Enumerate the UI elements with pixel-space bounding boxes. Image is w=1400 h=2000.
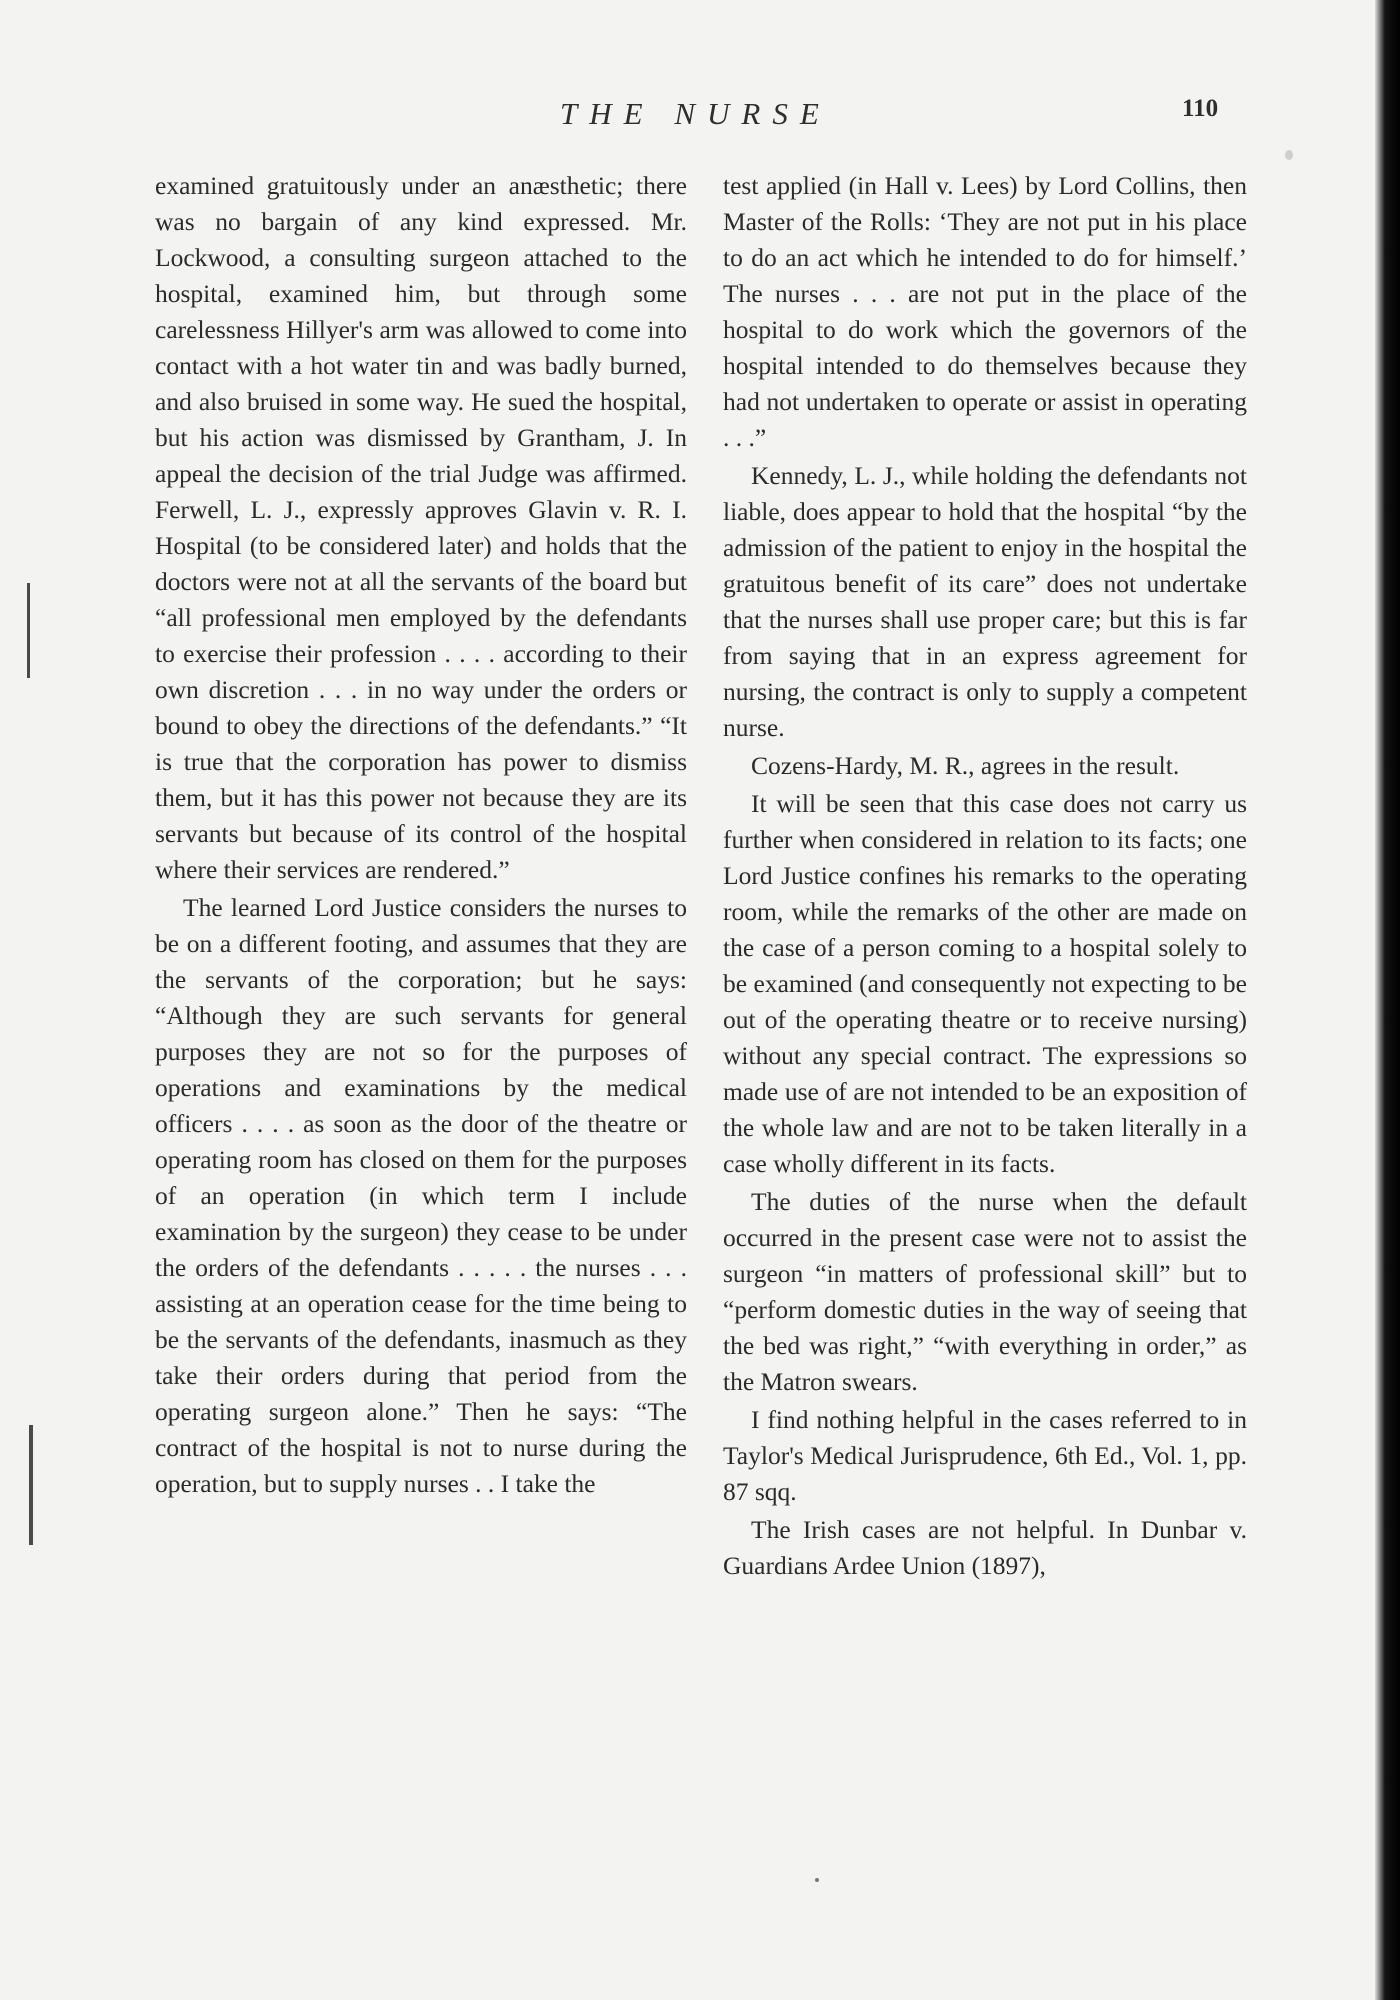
running-title: THE NURSE [560, 96, 831, 131]
page-edge-shadow [1375, 0, 1400, 2000]
paragraph: test applied (in Hall v. Lees) by Lord Collins, then Master of the Rolls: ‘They are not put in his place to do an act which he intended to do for himself.’ The nurses . . . are not put in the place of the hospital to do work which the governors of the hospital intended to do themselves because they had not undertaken to operate or assist in operating . . .” [723, 171, 1247, 452]
margin-mark [27, 583, 30, 678]
right-column [723, 168, 1247, 1586]
left-column [155, 168, 687, 1504]
paragraph: The Irish cases are not helpful. In Dunbar v. Guardians Ardee Union (1897), [723, 1515, 1247, 1580]
page-number: 110 [1182, 95, 1219, 122]
paragraph: The learned Lord Justice considers the nurses to be on a different footing, and assumes that they are the servants of the corporation; but he says: “Although they are such servants for general purposes they are not so for the purposes of operations and examinations by the medical officers . . . . as soon as the door of the theatre or operating room has closed on them for the purposes of an operation (in which term I include examination by the surgeon) they cease to be under the orders of the defendants . . . . . the nurses . . . assisting at an operation cease for the time being to be the servants of the defendants, inasmuch as they take their orders during that period from the operating surgeon alone.” Then he says: “The contract of the hospital is not to nurse during the operation, but to supply nurses . . I take the [155, 893, 687, 1498]
paragraph: examined gratuitously under an anæsthetic; there was no bargain of any kind expressed. Mr. Lockwood, a consulting surgeon attached to the hospital, examined him, but through some carelessness Hillyer's arm was allowed to come into contact with a hot water tin and was badly burned, and also bruised in some way. He sued the hospital, but his action was dismissed by Grantham, J. In appeal the decision of the trial Judge was affirmed. Ferwell, L. J., expressly approves Glavin v. R. I. Hospital (to be considered later) and holds that the doctors were not at all the servants of the board but “all professional men employed by the defendants to exercise their profession . . . . according to their own discretion . . . in no way under the orders or bound to obey the directions of the defendants.” “It is true that the corporation has power to dismiss them, but it has this power not because they are its servants but because of its control of the hospital where their services are rendered.” [155, 171, 687, 884]
paragraph: Kennedy, L. J., while holding the defendants not liable, does appear to hold that the hospital “by the admission of the patient to enjoy in the hospital the gratuitous benefit of its care” does not undertake that the nurses shall use proper care; but this is far from saying that in an express agreement for nursing, the contract is only to supply a competent nurse. [723, 461, 1247, 742]
paragraph: Cozens-Hardy, M. R., agrees in the result. [751, 751, 1180, 780]
paragraph: It will be seen that this case does not carry us further when considered in relation to its facts; one Lord Justice confines his remarks to the operating room, while the remarks of the other are made on the case of a person coming to a hospital solely to be examined (and consequently not expecting to be out of the operating theatre or to receive nursing) without any special contract. The expressions so made use of are not intended to be an exposition of the whole law and are not to be taken literally in a case wholly different in its facts. [723, 789, 1247, 1178]
margin-mark [29, 1425, 33, 1545]
paper-speck [815, 1878, 819, 1882]
paragraph: I find nothing helpful in the cases referred to in Taylor's Medical Jurisprudence, 6th Ed., Vol. 1, pp. 87 sqq. [723, 1405, 1247, 1506]
paper-speck [1285, 150, 1293, 160]
paragraph: The duties of the nurse when the default occurred in the present case were not to assist the surgeon “in matters of professional skill” but to “perform domestic duties in the way of seeing that the bed was right,” “with everything in order,” as the Matron swears. [723, 1187, 1247, 1396]
